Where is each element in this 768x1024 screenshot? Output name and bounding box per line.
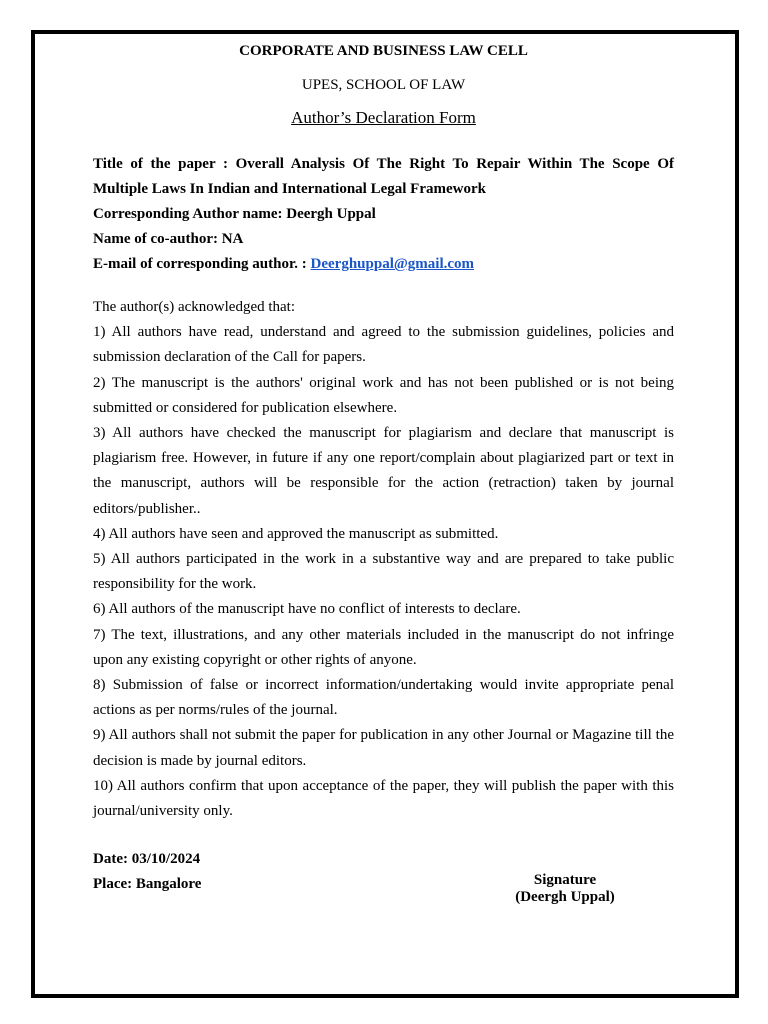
paper-title-value: Overall Analysis Of The Right To Repair Within The Scope Of Multiple Laws In Indian and International Legal Framework <box>93 156 675 197</box>
clause-item: 10) All authors confirm that upon acceptance of the paper, they will publish the paper with this journal/university only. <box>93 777 674 820</box>
declaration-form <box>93 38 675 906</box>
acknowledgement-section <box>93 295 674 824</box>
clause-item: 8) Submission of false or incorrect information/undertaking would invite appropriate penal actions as per norms/rules of the journal. <box>93 677 674 719</box>
clause-item: 4) All authors have seen and approved the manuscript as submitted. <box>93 525 499 542</box>
signature-block <box>510 872 620 906</box>
clause-list <box>93 320 674 824</box>
form-title: Author’s Declaration Form <box>291 108 476 127</box>
acknowledgement-intro: The author(s) acknowledged that: <box>93 299 296 315</box>
date-line: Date: 03/10/2024 <box>93 851 201 868</box>
corresponding-author-label: Corresponding Author name: <box>93 206 287 222</box>
paper-title-label: Title of the paper : <box>93 156 236 172</box>
clause-item: 6) All authors of the manuscript have no conflict of interests to declare. <box>93 601 521 618</box>
signature-name: (Deergh Uppal) <box>515 889 615 906</box>
paper-details <box>93 152 674 277</box>
coauthor-value: NA <box>221 231 244 247</box>
corresponding-author-value: Deergh Uppal <box>286 206 376 222</box>
corresponding-author-line <box>93 202 674 227</box>
clause-item: 2) The manuscript is the authors' original work and has not been published or is not being submitted or considered for publication elsewhere. <box>93 374 674 416</box>
coauthor-label: Name of co-author: <box>93 231 222 247</box>
clause-item: 7) The text, illustrations, and any other materials included in the manuscript do not infringe upon any existing copyright or other rights of anyone. <box>93 626 674 668</box>
signature-footer <box>93 847 674 906</box>
place-line: Place: Bangalore <box>93 876 202 893</box>
clause-item: 3) All authors have checked the manuscript for plagiarism and declare that manuscript is plagiarism free. However, in future if any one report/complain about plagiarized part or text in the manuscript, authors will be responsible for the action (retraction) taken by journal editors/publisher.. <box>93 425 674 517</box>
email-label: E-mail of corresponding author. : <box>93 256 311 272</box>
place-row <box>93 872 674 906</box>
email-link[interactable]: Deerghuppal@gmail.com <box>310 256 475 272</box>
email-line <box>93 252 674 277</box>
clause-item: 1) All authors have read, understand and agreed to the submission guidelines, policies and submission declaration of the Call for papers. <box>93 324 674 366</box>
clause-item: 9) All authors shall not submit the paper for publication in any other Journal or Magazine till the decision is made by journal editors. <box>93 727 674 769</box>
coauthor-line <box>93 227 674 252</box>
signature-label: Signature <box>533 872 597 889</box>
org-heading: CORPORATE AND BUSINESS LAW CELL <box>239 43 528 59</box>
paper-title-line <box>93 152 674 202</box>
school-heading: UPES, SCHOOL OF LAW <box>301 77 466 93</box>
clause-item: 5) All authors participated in the work in a substantive way and are prepared to take public responsibility for the work. <box>93 551 674 593</box>
